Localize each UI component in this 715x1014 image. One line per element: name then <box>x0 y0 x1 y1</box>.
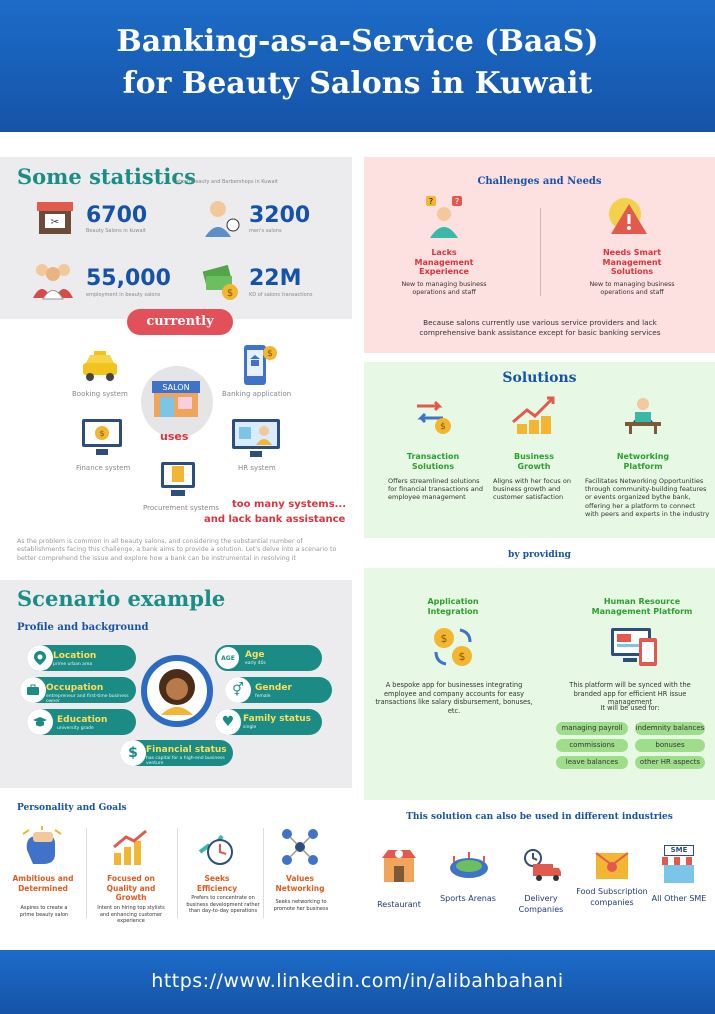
heart-icon: ♥ <box>215 709 241 735</box>
challenges-title: Challenges and Needs <box>477 176 602 187</box>
taxi-icon <box>80 349 120 385</box>
linkedin-url[interactable]: https://www.linkedin.com/in/alibahbahani <box>151 970 564 992</box>
profile-gender <box>225 677 332 703</box>
briefcase-icon <box>20 677 46 703</box>
page-title-line1: Banking-as-a-Service (BaaS) <box>116 24 599 59</box>
goal-3-title: Seeks Efficiency <box>196 874 238 893</box>
mobile-banking-icon <box>240 343 280 389</box>
svg-text:✂: ✂ <box>50 217 60 228</box>
svg-text:$: $ <box>458 650 466 663</box>
app-integration-desc: A bespoke app for businesses integrating employee and company accounts for easy transactions like salary disbursement, bonuses, etc. <box>375 681 533 715</box>
profile-title: Profile and background <box>17 622 149 633</box>
solution-3-desc: Facilitates Networking Opportunities through community-building features or events organized bythe bank, offering her a platform to connect with peers and experts in the industry <box>585 477 710 518</box>
booking-system-label: Booking system <box>72 390 128 398</box>
profile-gender-desc: female <box>255 694 271 699</box>
profile-occupation-title: Occupation <box>46 683 104 693</box>
profile-location-title: Location <box>53 651 97 661</box>
delivery-truck-icon <box>519 848 563 884</box>
footer-banner <box>0 950 715 1014</box>
profile-education-desc: university grade <box>57 726 94 731</box>
barber-icon <box>200 197 242 239</box>
challenges-divider <box>540 208 541 296</box>
problem-line1: too many systems... <box>232 499 347 510</box>
solution-2-desc: Aligns with her focus on business growth and customer satisfaction <box>493 477 571 502</box>
goal-divider-3 <box>263 828 264 918</box>
statistics-subtitle: about beauty and Barbershops in Kuwait <box>176 179 278 185</box>
goal-divider-1 <box>86 828 87 918</box>
growth-coins-icon <box>509 394 559 436</box>
profile-age-desc: early 40s <box>245 661 266 666</box>
svg-text:$: $ <box>440 422 446 432</box>
goal-4-desc: Seeks networking to promote her business <box>273 899 329 912</box>
goal-1-title: Ambitious and Determined <box>12 874 74 893</box>
svg-text:?: ? <box>454 197 460 206</box>
confused-person-icon <box>422 194 466 240</box>
challenge-1-desc: New to managing business operations and staff <box>401 281 487 296</box>
page-title-line2: for Beauty Salons in Kuwait <box>122 66 593 101</box>
dollar-icon: $ <box>120 740 146 766</box>
profile-family-desc: single <box>243 725 257 730</box>
goal-2-title: Focused on Quality and Growth <box>106 874 156 902</box>
finance-monitor-icon <box>80 415 124 459</box>
industry-restaurant-label: Restaurant <box>377 900 421 909</box>
graduation-cap-icon <box>27 709 53 735</box>
solution-3-title: Networking Platform <box>616 452 670 471</box>
stat-value-mens: 3200 <box>249 203 311 228</box>
tag-commissions: commissions <box>556 739 628 752</box>
sme-shop-icon <box>660 845 698 883</box>
efficiency-clock-icon <box>196 826 238 868</box>
employees-icon <box>30 258 76 300</box>
tag-bonuses: bonuses <box>635 739 705 752</box>
profile-financial <box>120 740 233 766</box>
growth-chart-icon <box>110 827 150 867</box>
profile-occupation <box>20 677 136 703</box>
profile-occupation-desc: entrepreneur and first-time business owner <box>46 694 129 704</box>
profile-location <box>27 645 136 671</box>
procurement-icon <box>157 456 199 502</box>
challenge-2-desc: New to managing business operations and staff <box>589 281 675 296</box>
profile-financial-title: Financial status <box>146 745 227 755</box>
profile-location-desc: prime urban area <box>53 662 93 667</box>
stat-label-salons: Beauty Salons in kuwait <box>86 228 146 234</box>
statistics-title: Some statistics <box>17 164 196 189</box>
hr-platform-desc: This platform will be synced with the branded app for efficient HR issue management <box>569 681 691 706</box>
challenge-1-title: Lacks Management Experience <box>414 248 474 276</box>
tag-leave: leave balances <box>556 756 628 769</box>
sme-sign: SME <box>664 845 694 856</box>
profile-age <box>215 645 322 671</box>
industries-title: This solution can also be used in different industries <box>406 812 673 822</box>
salon-icon <box>150 377 202 419</box>
goal-3-desc: Prefers to concentrate on business development rather than day-to-day operations <box>186 895 260 914</box>
problem-line2: and lack bank assistance <box>204 514 346 525</box>
profile-family <box>215 709 322 735</box>
currently-badge: currently <box>127 309 233 335</box>
gender-icon: ⚥ <box>225 677 251 703</box>
industry-food-label: Food Subscription companies <box>576 887 648 907</box>
fist-icon <box>19 826 65 868</box>
profile-family-title: Family status <box>243 714 312 724</box>
scenario-title: Scenario example <box>17 586 226 611</box>
app-integration-title: Application Integration <box>427 597 479 616</box>
tag-payroll: managing payroll <box>556 722 628 735</box>
industry-delivery-label: Delivery Companies <box>518 894 564 914</box>
goal-1-desc: Aspires to create a prime beauty salon <box>19 905 69 918</box>
profile-gender-title: Gender <box>255 683 292 693</box>
age-icon: AGE <box>215 645 241 671</box>
intro-text: As the problem is common in all beauty salons, and considering the substantial number of establishments facing this challenge, a bank aims to provide a solution. Let's delve into a scenario to better comprehend the issue and explore how a bank can be instrumental in resolving it <box>17 538 337 562</box>
svg-text:$: $ <box>267 349 273 359</box>
stat-value-salons: 6700 <box>86 203 148 228</box>
header-banner <box>0 0 715 132</box>
profile-education <box>27 709 136 735</box>
profile-education-title: Education <box>57 715 108 725</box>
solution-2-title: Business Growth <box>514 452 554 471</box>
storefront-icon <box>35 198 75 238</box>
stat-value-employment: 55,000 <box>86 266 171 291</box>
stat-label-mens: men's salons <box>249 228 282 234</box>
industry-sports-label: Sports Arenas <box>440 894 496 903</box>
svg-text:$: $ <box>226 288 234 299</box>
hr-dashboard-icon <box>609 624 659 670</box>
restaurant-icon <box>380 846 418 884</box>
solution-1-desc: Offers streamlined solutions for financial transactions and employee management <box>388 477 483 502</box>
hr-used-for: It will be used for: <box>600 704 660 712</box>
goal-2-desc: Intent on hiring top stylists and enhancing customer experience <box>97 905 165 924</box>
network-people-icon <box>279 826 321 868</box>
stat-label-employment: employment in beauty salons <box>86 292 161 298</box>
networking-desk-icon <box>621 396 665 436</box>
svg-text:SALON: SALON <box>162 383 190 392</box>
location-pin-icon <box>27 645 53 671</box>
banking-app-label: Banking application <box>222 390 292 398</box>
solutions-title: Solutions <box>502 370 577 386</box>
warning-lightbulb-icon <box>605 194 651 240</box>
svg-text:$: $ <box>440 632 448 645</box>
profile-age-title: Age <box>245 650 265 660</box>
hr-monitor-icon <box>230 415 282 459</box>
woman-avatar-icon <box>151 665 203 717</box>
goal-divider-2 <box>177 828 178 918</box>
tag-indemnity: indemnity balances <box>635 722 705 735</box>
profile-financial-desc: has capital for a high-end business venture <box>146 756 225 766</box>
transaction-arrows-icon <box>413 396 457 436</box>
challenges-note: Because salons currently use various service providers and lack comprehensive bank assistance except for basic banking services <box>419 318 661 337</box>
svg-text:?: ? <box>428 197 434 206</box>
hr-system-label: HR system <box>238 464 276 472</box>
stadium-icon <box>448 850 490 882</box>
industry-sme-label: All Other SME <box>651 894 707 903</box>
hr-platform-title: Human Resource Management Platform <box>591 597 693 616</box>
stat-value-transactions: 22M <box>249 266 302 291</box>
svg-text:$: $ <box>99 429 105 438</box>
money-icon <box>200 262 242 302</box>
tag-other-hr: other HR aspects <box>635 756 705 769</box>
personality-title: Personality and Goals <box>17 803 127 813</box>
challenge-2-title: Needs Smart Management Solutions <box>602 248 662 276</box>
exchange-coins-icon <box>430 624 476 670</box>
providing-title: by providing <box>508 550 571 560</box>
uses-label: uses <box>160 430 189 443</box>
procurement-label: Procurement systems <box>143 504 219 512</box>
finance-system-label: Finance system <box>76 464 131 472</box>
stat-label-transactions: KD of salons transactions <box>249 292 313 298</box>
solution-1-title: Transaction Solutions <box>406 452 460 471</box>
goal-4-title: Values Networking <box>275 874 325 893</box>
food-package-icon <box>592 845 632 883</box>
